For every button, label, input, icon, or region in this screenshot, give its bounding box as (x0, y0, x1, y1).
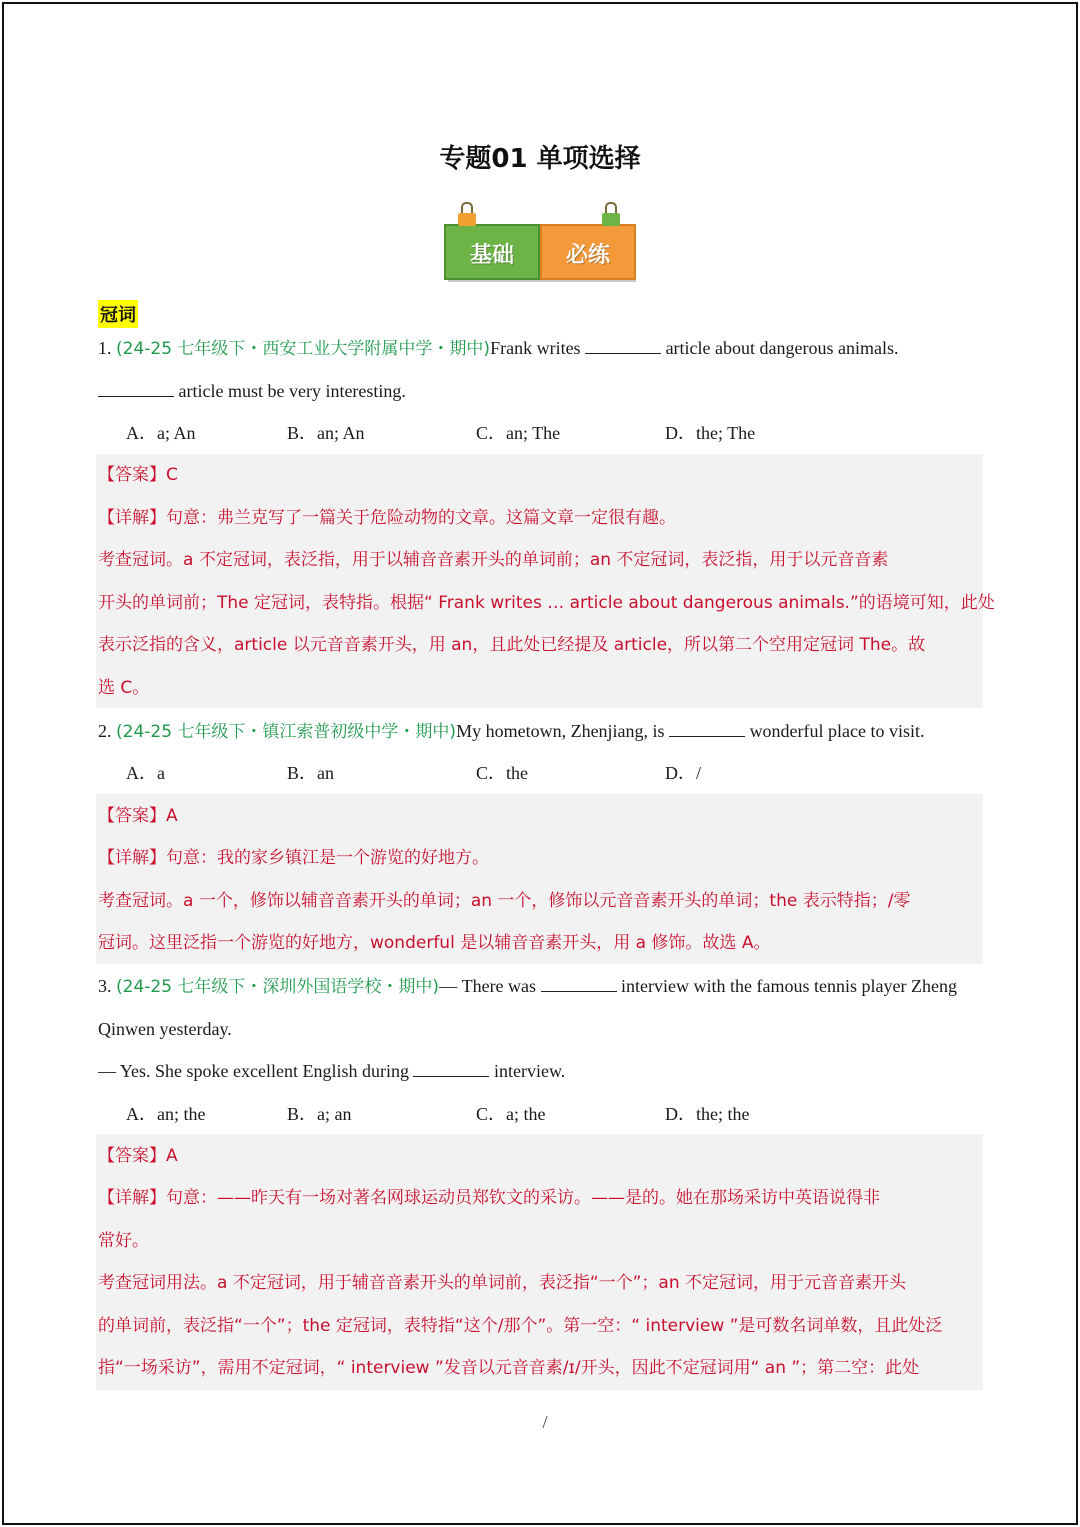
question-number: 1. (98, 338, 112, 358)
option-a: A．a; An (126, 423, 196, 443)
detail-line: 考查冠词。a 不定冠词，表泛指，用于以辅音音素开头的单词前；an 不定冠词，表泛指，用于以元音音素 (98, 550, 889, 570)
question-text: article must be very interesting. (178, 381, 406, 401)
detail-line: 的单词前，表泛指“一个”；the 定冠词，表特指“这个/那个”。第一空：“ interview ”是可数名词单数，且此处泛 (98, 1316, 943, 1336)
answer-box (96, 1134, 983, 1390)
detail-line: 【详解】句意：弗兰克写了一篇关于危险动物的文章。这篇文章一定很有趣。 (98, 508, 676, 528)
option-b: B．a; an (287, 1104, 352, 1124)
option-b: B．an; An (287, 423, 365, 443)
banner-right-text: 必练 (565, 243, 610, 268)
answer-blank (541, 977, 617, 992)
question-source: (24-25 七年级下・西安工业大学附属中学・期中) (116, 339, 491, 359)
binder-clip-icon (458, 202, 476, 228)
question-3-line-3 (98, 1059, 565, 1083)
question-source: (24-25 七年级下・镇江索普初级中学・期中) (116, 722, 457, 742)
detail-line: 考查冠词。a 一个，修饰以辅音音素开头的单词；an 一个，修饰以元音音素开头的单词；the 表示特指；/零 (98, 891, 911, 911)
option-c: C．the (476, 763, 528, 783)
question-2-line-1 (98, 719, 925, 744)
answer-blank (98, 382, 174, 397)
question-3-line-2: Qinwen yesterday. (98, 1019, 232, 1039)
option-c: C．a; the (476, 1104, 546, 1124)
option-b: B．an (287, 763, 334, 783)
page-number: / (542, 1412, 548, 1432)
option-d: D．the; The (665, 423, 756, 443)
banner (444, 202, 638, 282)
question-3-line-1 (98, 974, 957, 999)
question-1-line-1 (98, 336, 898, 361)
option-a: A．a (126, 763, 165, 783)
question-1-line-2 (98, 379, 406, 403)
answer-line: 【答案】C (98, 465, 178, 485)
question-source: (24-25 七年级下・深圳外国语学校・期中) (116, 977, 440, 997)
answer-line: 【答案】A (98, 806, 178, 826)
answer-line: 【答案】A (98, 1146, 178, 1166)
question-text: Frank writes (490, 338, 581, 358)
question-text: interview with the famous tennis player Zheng (621, 976, 957, 996)
detail-line: 指“一场采访”，需用不定冠词，“ interview ”发音以元音音素/ɪ/开头，因此不定冠词用“ an ”；第二空：此处 (98, 1358, 920, 1378)
detail-line: 冠词。这里泛指一个游览的好地方，wonderful 是以辅音音素开头，用 a 修饰。故选 A。 (98, 933, 771, 953)
answer-blank (669, 722, 745, 737)
detail-line: 常好。 (98, 1231, 149, 1251)
banner-left-text: 基础 (469, 243, 514, 268)
question-number: 2. (98, 721, 112, 741)
binder-clip-icon (602, 202, 620, 228)
answer-blank (413, 1062, 489, 1077)
detail-line: 考查冠词用法。a 不定冠词，用于辅音音素开头的单词前，表泛指“一个”；an 不定冠词，用于元音音素开头 (98, 1273, 907, 1293)
question-text: — Yes. She spoke excellent English during (98, 1061, 409, 1081)
option-a: A．an; the (126, 1104, 206, 1124)
detail-line: 【详解】句意：我的家乡镇江是一个游览的好地方。 (98, 848, 489, 868)
detail-line: 选 C。 (98, 678, 150, 698)
question-text: My hometown, Zhenjiang, is (456, 721, 665, 741)
detail-line: 表示泛指的含义，article 以元音音素开头，用 an，且此处已经提及 article，所以第二个空用定冠词 The。故 (98, 635, 926, 655)
option-d: D．the; the (665, 1104, 750, 1124)
option-d: D．/ (665, 763, 701, 783)
question-text: article about dangerous animals. (665, 338, 899, 358)
option-c: C．an; The (476, 423, 561, 443)
question-text: — There was (439, 976, 537, 996)
question-text: interview. (493, 1061, 566, 1081)
answer-box (96, 454, 983, 708)
detail-line: 开头的单词前；The 定冠词，表特指。根据“ Frank writes … article about dangerous animals.”的语境可知，此处 (98, 593, 995, 613)
question-number: 3. (98, 976, 112, 996)
page-title: 专题01 单项选择 (439, 144, 641, 174)
detail-line: 【详解】句意：——昨天有一场对著名网球运动员郑钦文的采访。——是的。她在那场采访中英语说得非 (98, 1188, 880, 1208)
answer-blank (585, 339, 661, 354)
question-text: wonderful place to visit. (749, 721, 925, 741)
section-label: 冠词 (98, 300, 138, 328)
